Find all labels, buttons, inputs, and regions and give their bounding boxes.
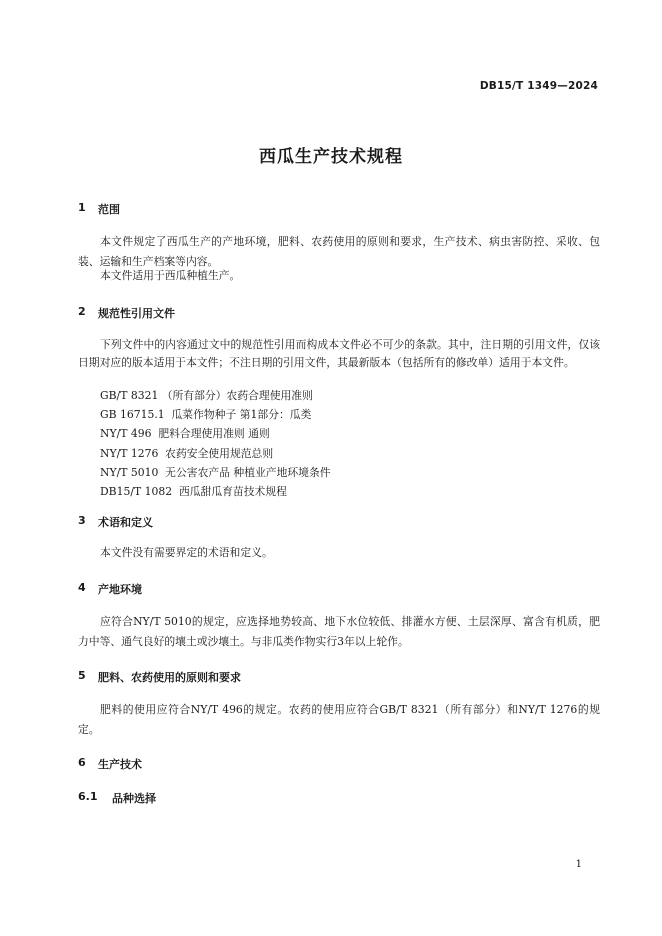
section-3-title: 术语和定义	[98, 516, 153, 529]
reference-item: NY/T 1276 农药安全使用规范总则	[100, 446, 274, 460]
section-2-title: 规范性引用文件	[98, 307, 175, 320]
section-3-paragraph: 本文件没有需要界定的术语和定义。	[100, 546, 273, 559]
section-1-paragraph-1: 本文件规定了西瓜生产的产地环境，肥料、农药使用的原则和要求，生产技术、病虫害防控、采收、包装、运输和生产档案等内容。	[78, 235, 600, 268]
section-3-number: 3	[78, 514, 86, 527]
section-4-number: 4	[78, 581, 86, 594]
section-5-paragraph: 肥料的使用应符合NY/T 496的规定。农药的使用应符合GB/T 8321（所有部分）和NY/T 1276的规定。	[78, 703, 600, 736]
section-5-title: 肥料、农药使用的原则和要求	[98, 671, 241, 684]
section-5-heading	[78, 669, 241, 685]
reference-item: DB15/T 1082 西瓜甜瓜育苗技术规程	[100, 485, 287, 499]
section-2-heading	[78, 305, 175, 321]
section-2-number: 2	[78, 305, 86, 318]
section-1-paragraph-2: 本文件适用于西瓜种植生产。	[100, 269, 241, 282]
page-number: 1	[575, 859, 582, 870]
section-6-1-number: 6.1	[78, 790, 98, 803]
section-1-number: 1	[78, 201, 86, 214]
section-4-heading	[78, 581, 142, 597]
reference-item: GB 16715.1 瓜菜作物种子 第1部分：瓜类	[100, 408, 312, 422]
section-6-number: 6	[78, 756, 86, 769]
section-2-intro: 下列文件中的内容通过文中的规范性引用而构成本文件必不可少的条款。其中，注日期的引用文件，仅该日期对应的版本适用于本文件；不注日期的引用文件，其最新版本（包括所有的修改单）适用于本文件。	[78, 338, 600, 369]
document-title: 西瓜生产技术规程	[259, 147, 403, 167]
normative-reference-list	[100, 386, 331, 501]
reference-item: NY/T 5010 无公害农产品 种植业产地环境条件	[100, 465, 331, 479]
reference-item: GB/T 8321 （所有部分）农药合理使用准则	[100, 389, 313, 402]
section-1-title: 范围	[98, 203, 120, 216]
section-5-number: 5	[78, 669, 86, 682]
document-code: DB15/T 1349—2024	[479, 80, 598, 92]
section-6-heading	[78, 756, 142, 772]
section-4-title: 产地环境	[98, 583, 142, 596]
section-3-heading	[78, 514, 153, 530]
section-6-title: 生产技术	[98, 758, 142, 771]
section-4-paragraph: 应符合NY/T 5010的规定，应选择地势较高、地下水位较低、排灌水方便、土层深厚、富含有机质，肥力中等、通气良好的壤土或沙壤土。与非瓜类作物实行3年以上轮作。	[78, 615, 600, 648]
section-6-1-heading	[78, 790, 156, 806]
reference-item: NY/T 496 肥料合理使用准则 通则	[100, 427, 270, 441]
section-1-heading	[78, 201, 120, 217]
section-6-1-title: 品种选择	[112, 792, 156, 805]
